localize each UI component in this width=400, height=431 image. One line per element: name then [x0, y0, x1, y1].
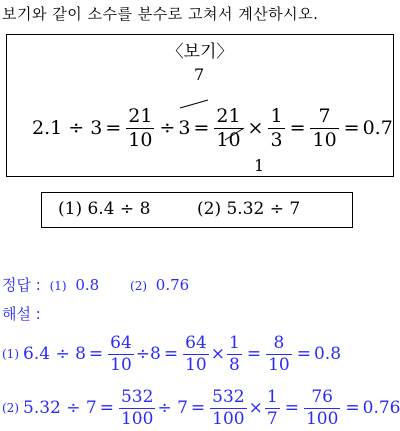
cancel-mark-top — [180, 100, 208, 108]
fraction-denominator: 10 — [216, 128, 241, 151]
example-result: 0.7 — [362, 117, 393, 139]
divide-term: ÷ 7 — [157, 398, 188, 418]
fraction-denominator: 7 — [266, 408, 278, 429]
fraction-denominator: 10 — [128, 128, 153, 151]
equals-sign: = — [105, 117, 122, 139]
equals-sign: = — [345, 398, 360, 418]
fraction-numerator: 64 — [110, 332, 132, 353]
fraction-numerator: 64 — [185, 332, 207, 353]
equals-sign: = — [289, 117, 306, 139]
fraction-denominator: 10 — [185, 354, 207, 375]
equals-sign: = — [99, 398, 114, 418]
divide-term: ÷8 — [135, 344, 161, 364]
fraction-numerator: 1 — [266, 386, 278, 407]
solution-fraction — [108, 332, 134, 375]
equals-sign: = — [284, 398, 299, 418]
fraction-numerator: 21 — [216, 104, 241, 127]
solution-1-number: (1) — [2, 347, 19, 361]
fraction-numerator: 532 — [212, 386, 245, 407]
fraction-denominator: 100 — [120, 408, 154, 429]
fraction-numerator: 1 — [229, 332, 240, 353]
fraction-denominator: 3 — [270, 128, 283, 151]
explanation-label: 해설 : — [2, 305, 41, 323]
answer-2-number: (2) — [130, 279, 148, 293]
solution-fraction — [266, 332, 292, 375]
solution-fraction — [227, 332, 242, 375]
fraction-denominator: 100 — [212, 408, 245, 429]
equals-sign: = — [190, 398, 206, 418]
fraction-numerator: 1 — [270, 104, 283, 127]
fraction-numerator: 21 — [128, 104, 153, 127]
fraction-denominator: 100 — [305, 408, 339, 429]
example-stray-denominator: 1 — [254, 156, 265, 175]
times-sign: × — [247, 117, 264, 139]
solution-fraction — [304, 386, 340, 429]
solution-lhs: 6.4 ÷ 8 — [23, 344, 86, 364]
example-title: 〈보기〉 — [166, 42, 234, 62]
example-lhs: 2.1 ÷ 3 — [32, 117, 103, 139]
times-sign: × — [210, 344, 225, 364]
fraction-denominator: 8 — [229, 354, 240, 375]
cancel-mark-bottom — [225, 128, 244, 140]
fraction-numerator: 8 — [273, 332, 285, 353]
answer-1-number: (1) — [49, 279, 67, 293]
fraction-numerator: 7 — [318, 104, 331, 127]
fraction-denominator: 10 — [312, 128, 337, 151]
solution-lhs: 5.32 ÷ 7 — [23, 398, 97, 418]
solution-2 — [2, 385, 400, 431]
solution-1 — [2, 331, 341, 377]
divide-sign: ÷ — [159, 117, 176, 139]
fraction-numerator: 76 — [311, 386, 333, 407]
solution-2-number: (2) — [2, 401, 19, 415]
equals-sign: = — [296, 344, 311, 364]
fraction-denominator: 10 — [110, 354, 132, 375]
solution-fraction — [183, 332, 209, 375]
equals-sign: = — [163, 344, 179, 364]
times-sign: × — [248, 398, 263, 418]
problem-2: (2) 5.32 ÷ 7 — [197, 199, 301, 219]
answer-line — [2, 274, 189, 295]
equals-sign: = — [246, 344, 262, 364]
fraction-denominator: 10 — [268, 354, 290, 375]
answer-2-value: 0.76 — [155, 276, 190, 294]
solution-fraction — [119, 386, 155, 429]
equals-sign: = — [343, 117, 360, 139]
example-stray-numerator: 7 — [194, 65, 205, 84]
instruction-text: 보기와 같이 소수를 분수로 고쳐서 계산하시오. — [2, 5, 319, 23]
solution-result: 0.76 — [362, 398, 400, 418]
fraction-numerator: 532 — [120, 386, 154, 407]
solution-result: 0.8 — [313, 344, 342, 364]
equals-sign: = — [193, 117, 210, 139]
problem-1: (1) 6.4 ÷ 8 — [58, 199, 151, 219]
solution-fraction — [210, 386, 246, 429]
answer-label: 정답 : — [2, 276, 41, 294]
solution-fraction — [265, 386, 280, 429]
divisor: 3 — [178, 117, 191, 139]
equals-sign: = — [88, 344, 104, 364]
answer-1-value: 0.8 — [75, 276, 100, 294]
